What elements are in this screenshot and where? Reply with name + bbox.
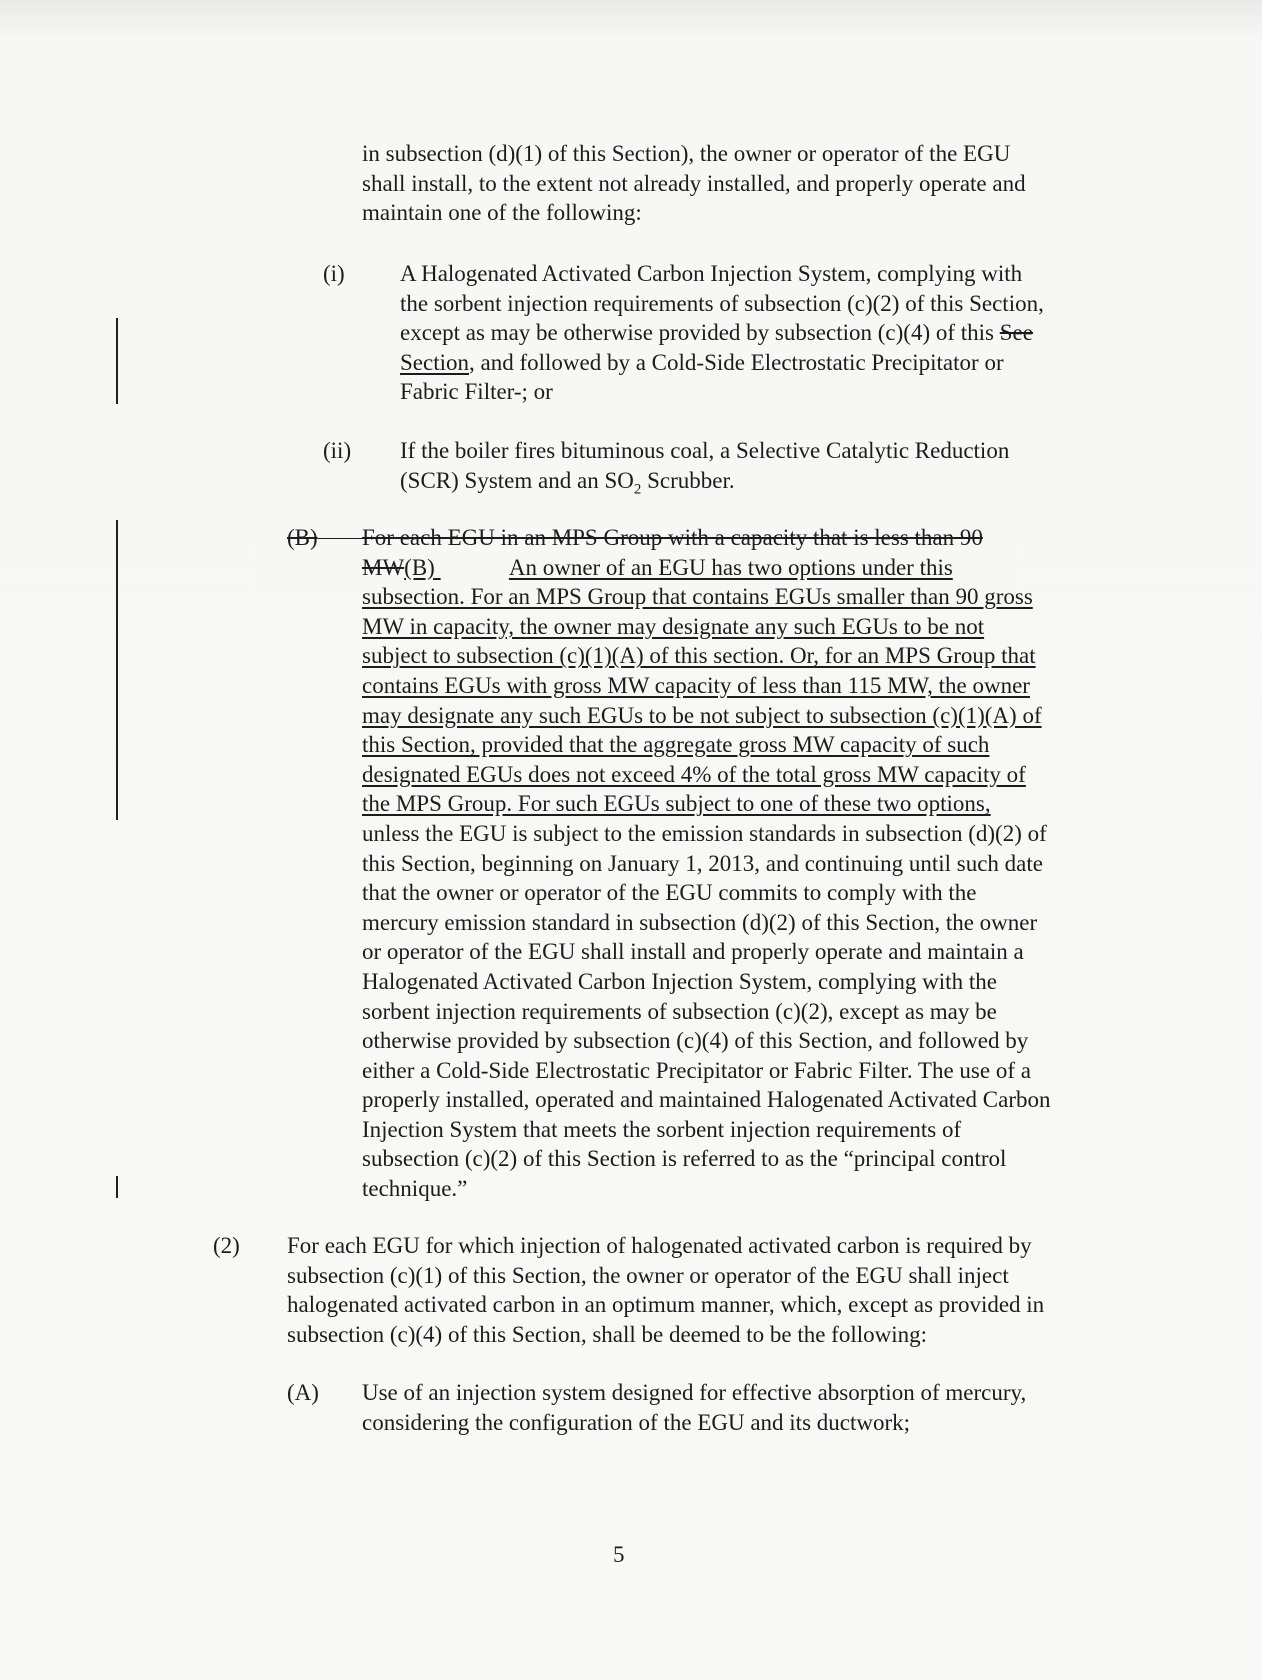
text-line: Fabric Filter-; or xyxy=(400,379,553,405)
item-ii-label: (ii) xyxy=(323,438,352,463)
item-ii-text xyxy=(400,436,1009,505)
text-line: For each EGU for which injection of halogenated activated carbon is required by xyxy=(287,1233,1032,1258)
item-2-text xyxy=(287,1231,1044,1349)
text-line: properly installed, operated and maintained Halogenated Activated Carbon xyxy=(362,1087,1051,1113)
deleted-line: For each EGU in an MPS Group with a capacity that is less than 90 xyxy=(362,525,983,550)
strike-line xyxy=(318,538,362,539)
text-line: technique.” xyxy=(362,1176,468,1202)
inserted-line: designated EGUs does not exceed 4% of the total gross MW capacity of xyxy=(362,761,1026,787)
text-line: except as may be otherwise provided by subsection (c)(4) of this See xyxy=(400,320,1033,346)
inserted-line: MW in capacity, the owner may designate any such EGUs to be not xyxy=(362,613,985,639)
inserted-line: may designate any such EGUs to be not subject to subsection (c)(1)(A) of xyxy=(362,702,1042,728)
inserted-line: the MPS Group. For such EGUs subject to one of these two options, xyxy=(362,791,991,817)
text-line: sorbent injection requirements of subsection (c)(2), except as may be xyxy=(362,998,997,1024)
text-line: Halogenated Activated Carbon Injection System, complying with the xyxy=(362,968,997,994)
text-line: If the boiler fires bituminous coal, a Selective Catalytic Reduction xyxy=(400,438,1010,463)
inserted-line: this Section, provided that the aggregate gross MW capacity of such xyxy=(362,732,990,758)
revision-bar xyxy=(116,318,118,404)
text-line: considering the configuration of the EGU and its ductwork; xyxy=(362,1409,911,1435)
text-line: or operator of the EGU shall install and properly operate and maintain a xyxy=(362,939,1024,965)
revision-bar xyxy=(116,1176,118,1198)
text-line: maintain one of the following: xyxy=(362,200,642,226)
text-line: the sorbent injection requirements of subsection (c)(2) of this Section, xyxy=(400,290,1044,316)
item-b-text xyxy=(362,523,1050,1204)
text-line: that the owner or operator of the EGU commits to comply with the xyxy=(362,880,977,906)
inserted-line: contains EGUs with gross MW capacity of less than 115 MW, the owner xyxy=(362,672,1030,698)
intro-paragraph xyxy=(362,139,1026,228)
text-line: unless the EGU is subject to the emission standards in subsection (d)(2) of xyxy=(362,820,1047,846)
text-line: Injection System that meets the sorbent injection requirements of xyxy=(362,1116,962,1142)
item-i-label: (i) xyxy=(323,261,345,286)
revision-bar xyxy=(116,520,118,820)
item-a-text xyxy=(362,1378,1026,1437)
text-line: otherwise provided by subsection (c)(4) of this Section, and followed by xyxy=(362,1028,1029,1054)
text-line: subsection (c)(1) of this Section, the owner or operator of the EGU shall inject xyxy=(287,1262,1009,1288)
inserted-label: (B) xyxy=(404,554,435,580)
item-i-text xyxy=(400,259,1044,407)
deleted-text: See xyxy=(999,320,1033,346)
text-line: Section, and followed by a Cold-Side Electrostatic Precipitator or xyxy=(400,349,1004,375)
text-line: in subsection (d)(1) of this Section), the owner or operator of the EGU xyxy=(362,141,1011,166)
page-number: 5 xyxy=(613,1542,625,1567)
text-line: halogenated activated carbon in an optimum manner, which, except as provided in xyxy=(287,1292,1045,1318)
inserted-line: subject to subsection (c)(1)(A) of this section. Or, for an MPS Group that xyxy=(362,643,1036,669)
inserted-line: subsection. For an MPS Group that contains EGUs smaller than 90 gross xyxy=(362,584,1033,610)
text-line: either a Cold-Side Electrostatic Precipitator or Fabric Filter. The use of a xyxy=(362,1057,1031,1083)
item-a-label: (A) xyxy=(287,1380,319,1405)
text-line: this Section, beginning on January 1, 2013, and continuing until such date xyxy=(362,850,1043,876)
text-line: mercury emission standard in subsection (d)(2) of this Section, the owner xyxy=(362,909,1038,935)
text-line: subsection (c)(2) of this Section is referred to as the “principal control xyxy=(362,1146,1007,1172)
item-2-label: (2) xyxy=(213,1233,240,1258)
text-line: A Halogenated Activated Carbon Injection System, complying with xyxy=(400,261,1023,286)
inserted-text: Section xyxy=(400,349,469,375)
text-line: MW(B) An owner of an EGU has two options under this xyxy=(362,554,953,580)
text-line: Use of an injection system designed for effective absorption of mercury, xyxy=(362,1380,1027,1405)
text-line: (SCR) System and an $SO_2$ Scrubber. xyxy=(400,467,735,498)
text-line: subsection (c)(4) of this Section, shall be deemed to be the following: xyxy=(287,1321,928,1347)
text-line: shall install, to the extent not already installed, and properly operate and xyxy=(362,170,1026,196)
item-b-deleted-label: (B) xyxy=(287,525,318,550)
